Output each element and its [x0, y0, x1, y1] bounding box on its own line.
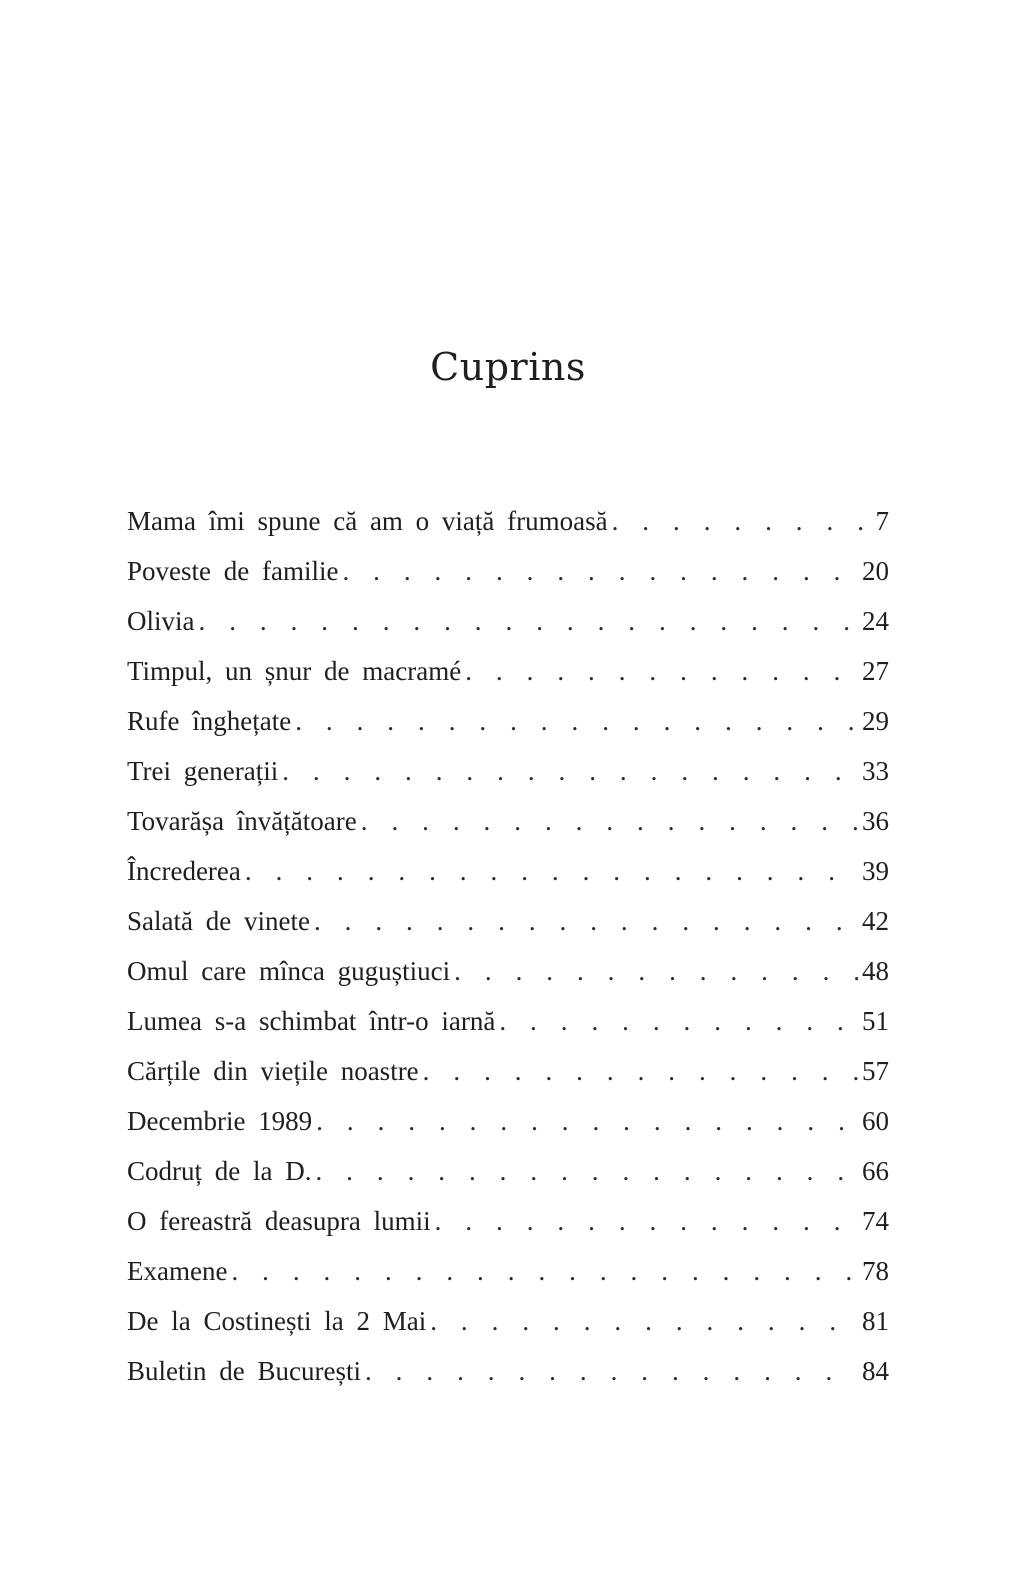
toc-entry-page: 7 — [875, 506, 889, 536]
dot-leader — [231, 1256, 858, 1287]
toc-entry-title: Trei generații — [127, 756, 279, 786]
toc-entry-page: 20 — [862, 556, 889, 586]
toc-entry-title: Încrederea — [127, 856, 241, 886]
toc-entry[interactable] — [127, 556, 889, 606]
dot-leader — [199, 606, 859, 637]
dot-leader — [435, 1206, 858, 1237]
toc-entry[interactable] — [127, 606, 889, 656]
toc-entry[interactable] — [127, 1356, 889, 1406]
toc-entry[interactable] — [127, 1106, 889, 1156]
toc-entry-page: 36 — [862, 806, 889, 836]
dot-leader — [365, 1356, 858, 1387]
dot-leader — [315, 1156, 858, 1187]
toc-entry-title: Tovarășa învățătoare — [127, 806, 357, 836]
toc-entry-title: Lumea s-a schimbat într-o iarnă — [127, 1006, 496, 1036]
toc-entry-page: 81 — [862, 1306, 889, 1336]
toc-entry-title: Cărțile din viețile noastre — [127, 1056, 419, 1086]
toc-entry-page: 74 — [862, 1206, 889, 1236]
toc-entry-title: Salată de vinete — [127, 906, 310, 936]
toc-entry-page: 78 — [862, 1256, 889, 1286]
toc-entry[interactable] — [127, 756, 889, 806]
toc-entry[interactable] — [127, 1056, 889, 1106]
toc-entry-page: 39 — [862, 856, 889, 886]
dot-leader — [282, 756, 858, 787]
toc-entry-page: 29 — [862, 706, 889, 736]
toc-entry[interactable] — [127, 856, 889, 906]
toc-entry-title: Rufe înghețate — [127, 706, 292, 736]
dot-leader — [430, 1306, 858, 1337]
toc-entry-page: 66 — [862, 1156, 889, 1186]
toc-entry-title: Decembrie 1989 — [127, 1106, 313, 1136]
dot-leader — [612, 506, 872, 537]
dot-leader — [316, 1106, 858, 1137]
toc-entry-title: Poveste de familie — [127, 556, 339, 586]
toc-entry-title: Timpul, un șnur de macramé — [127, 656, 462, 686]
toc-entry[interactable] — [127, 706, 889, 756]
toc-entry-title: O fereastră deasupra lumii — [127, 1206, 431, 1236]
dot-leader — [454, 956, 858, 987]
toc-entry-title: De la Costinești la 2 Mai — [127, 1306, 427, 1336]
toc-entry-title: Omul care mînca guguștiuci — [127, 956, 451, 986]
toc-entry-page: 60 — [862, 1106, 889, 1136]
toc-entry[interactable] — [127, 1006, 889, 1056]
toc-entry[interactable] — [127, 1306, 889, 1356]
toc-entry-page: 42 — [862, 906, 889, 936]
dot-leader — [361, 806, 858, 837]
toc-entry-page: 57 — [862, 1056, 889, 1086]
toc-entry[interactable] — [127, 1156, 889, 1206]
toc-entry-page: 84 — [862, 1356, 889, 1386]
dot-leader — [423, 1056, 858, 1087]
toc-entry[interactable] — [127, 1206, 889, 1256]
toc-entry[interactable] — [127, 906, 889, 956]
toc-entry[interactable] — [127, 656, 889, 706]
toc-entry[interactable] — [127, 956, 889, 1006]
dot-leader — [295, 706, 858, 737]
toc-entry[interactable] — [127, 806, 889, 856]
toc-entry-page: 24 — [862, 606, 889, 636]
dot-leader — [342, 556, 858, 587]
page-title: Cuprins — [430, 345, 586, 389]
toc-entry[interactable] — [127, 1256, 889, 1306]
toc-entry-page: 51 — [862, 1006, 889, 1036]
toc-entry-page: 48 — [862, 956, 889, 986]
toc-entry-title: Codruț de la D. — [127, 1156, 312, 1186]
toc-entry-title: Olivia — [127, 606, 195, 636]
toc-entry[interactable] — [127, 506, 889, 556]
toc-entry-title: Mama îmi spune că am o viață frumoasă — [127, 506, 608, 536]
dot-leader — [499, 1006, 858, 1037]
dot-leader — [245, 856, 858, 887]
toc-entry-title: Examene — [127, 1256, 228, 1286]
toc-entry-page: 27 — [862, 656, 889, 686]
toc-entry-title: Buletin de București — [127, 1356, 361, 1386]
dot-leader — [465, 656, 858, 687]
table-of-contents — [127, 506, 889, 1406]
dot-leader — [314, 906, 858, 937]
toc-entry-page: 33 — [862, 756, 889, 786]
